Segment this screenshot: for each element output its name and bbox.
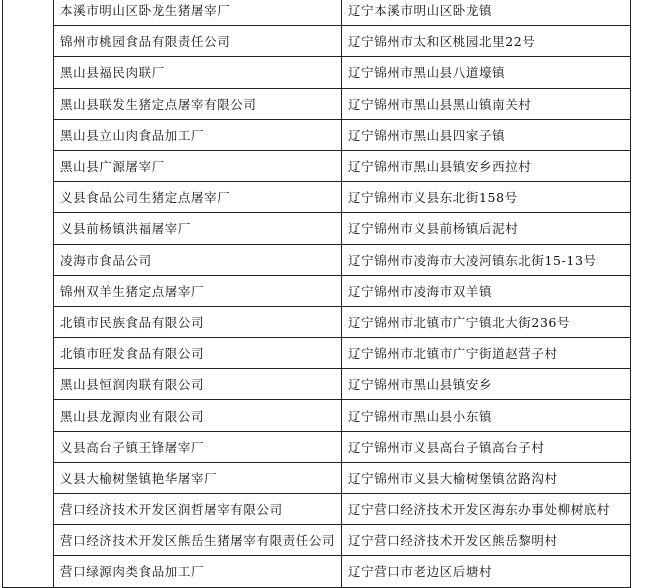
address-cell: 辽宁锦州市义县东北街158号 bbox=[342, 182, 631, 213]
table-row bbox=[3, 182, 631, 213]
address-cell: 辽宁营口市老边区后塘村 bbox=[342, 556, 631, 587]
table-row bbox=[3, 431, 631, 462]
table-row bbox=[3, 119, 631, 150]
company-name-cell: 义县大榆树堡镇艳华屠宰厂 bbox=[54, 462, 342, 493]
table-row bbox=[3, 57, 631, 88]
index-cell bbox=[3, 88, 54, 119]
address-cell: 辽宁本溪市明山区卧龙镇 bbox=[342, 0, 631, 26]
address-cell: 辽宁锦州市北镇市广宁街道赵营子村 bbox=[342, 338, 631, 369]
index-cell bbox=[3, 431, 54, 462]
table-body bbox=[3, 0, 631, 587]
company-name-cell: 黑山县恒润肉联有限公司 bbox=[54, 369, 342, 400]
company-name-cell: 黑山县福民肉联厂 bbox=[54, 57, 342, 88]
company-name-cell: 营口经济技术开发区润哲屠宰有限公司 bbox=[54, 494, 342, 525]
table-row bbox=[3, 400, 631, 431]
company-name-cell: 北镇市旺发食品有限公司 bbox=[54, 338, 342, 369]
address-cell: 辽宁锦州市黑山县八道壕镇 bbox=[342, 57, 631, 88]
address-cell: 辽宁锦州市北镇市广宁镇北大街236号 bbox=[342, 306, 631, 337]
index-cell bbox=[3, 0, 54, 26]
table-row bbox=[3, 88, 631, 119]
address-cell: 辽宁营口经济技术开发区熊岳黎明村 bbox=[342, 525, 631, 556]
company-name-cell: 锦州双羊生猪定点屠宰厂 bbox=[54, 275, 342, 306]
table-row bbox=[3, 556, 631, 587]
table-row bbox=[3, 26, 631, 57]
index-cell bbox=[3, 369, 54, 400]
company-name-cell: 黑山县广源屠宰厂 bbox=[54, 150, 342, 181]
index-cell bbox=[3, 525, 54, 556]
index-cell bbox=[3, 400, 54, 431]
company-name-cell: 义县食品公司生猪定点屠宰厂 bbox=[54, 182, 342, 213]
index-cell bbox=[3, 57, 54, 88]
table-row bbox=[3, 462, 631, 493]
company-name-cell: 义县前杨镇洪福屠宰厂 bbox=[54, 213, 342, 244]
index-cell bbox=[3, 338, 54, 369]
address-cell: 辽宁锦州市黑山县镇安乡 bbox=[342, 369, 631, 400]
index-cell bbox=[3, 119, 54, 150]
table-row bbox=[3, 0, 631, 26]
index-cell bbox=[3, 182, 54, 213]
address-cell: 辽宁锦州市义县高台子镇高台子村 bbox=[342, 431, 631, 462]
table-row bbox=[3, 213, 631, 244]
company-name-cell: 营口绿源肉类食品加工厂 bbox=[54, 556, 342, 587]
table-row bbox=[3, 525, 631, 556]
address-cell: 辽宁锦州市义县大榆树堡镇岔路沟村 bbox=[342, 462, 631, 493]
table-row bbox=[3, 369, 631, 400]
address-cell: 辽宁锦州市义县前杨镇后泥村 bbox=[342, 213, 631, 244]
company-name-cell: 义县高台子镇王锋屠宰厂 bbox=[54, 431, 342, 462]
index-cell bbox=[3, 306, 54, 337]
company-name-cell: 黑山县立山肉食品加工厂 bbox=[54, 119, 342, 150]
index-cell bbox=[3, 494, 54, 525]
address-cell: 辽宁营口经济技术开发区海东办事处柳树底村 bbox=[342, 494, 631, 525]
company-name-cell: 黑山县联发生猪定点屠宰有限公司 bbox=[54, 88, 342, 119]
address-cell: 辽宁锦州市黑山县黑山镇南关村 bbox=[342, 88, 631, 119]
index-cell bbox=[3, 462, 54, 493]
table-row bbox=[3, 275, 631, 306]
slaughterhouse-table bbox=[2, 0, 631, 588]
company-name-cell: 营口经济技术开发区熊岳生猪屠宰有限责任公司 bbox=[54, 525, 342, 556]
address-cell: 辽宁锦州市凌海市双羊镇 bbox=[342, 275, 631, 306]
index-cell bbox=[3, 556, 54, 587]
table-row bbox=[3, 244, 631, 275]
address-cell: 辽宁锦州市凌海市大凌河镇东北街15-13号 bbox=[342, 244, 631, 275]
index-cell bbox=[3, 213, 54, 244]
table-row bbox=[3, 494, 631, 525]
company-name-cell: 锦州市桃园食品有限责任公司 bbox=[54, 26, 342, 57]
table-row bbox=[3, 150, 631, 181]
company-name-cell: 黑山县龙源肉业有限公司 bbox=[54, 400, 342, 431]
company-name-cell: 北镇市民族食品有限公司 bbox=[54, 306, 342, 337]
index-cell bbox=[3, 275, 54, 306]
company-name-cell: 凌海市食品公司 bbox=[54, 244, 342, 275]
address-cell: 辽宁锦州市黑山县小东镇 bbox=[342, 400, 631, 431]
index-cell bbox=[3, 26, 54, 57]
index-cell bbox=[3, 150, 54, 181]
index-cell bbox=[3, 244, 54, 275]
address-cell: 辽宁锦州市太和区桃园北里22号 bbox=[342, 26, 631, 57]
table-row bbox=[3, 338, 631, 369]
table-row bbox=[3, 306, 631, 337]
company-name-cell: 本溪市明山区卧龙生猪屠宰厂 bbox=[54, 0, 342, 26]
address-cell: 辽宁锦州市黑山县四家子镇 bbox=[342, 119, 631, 150]
address-cell: 辽宁锦州市黑山县镇安乡西拉村 bbox=[342, 150, 631, 181]
